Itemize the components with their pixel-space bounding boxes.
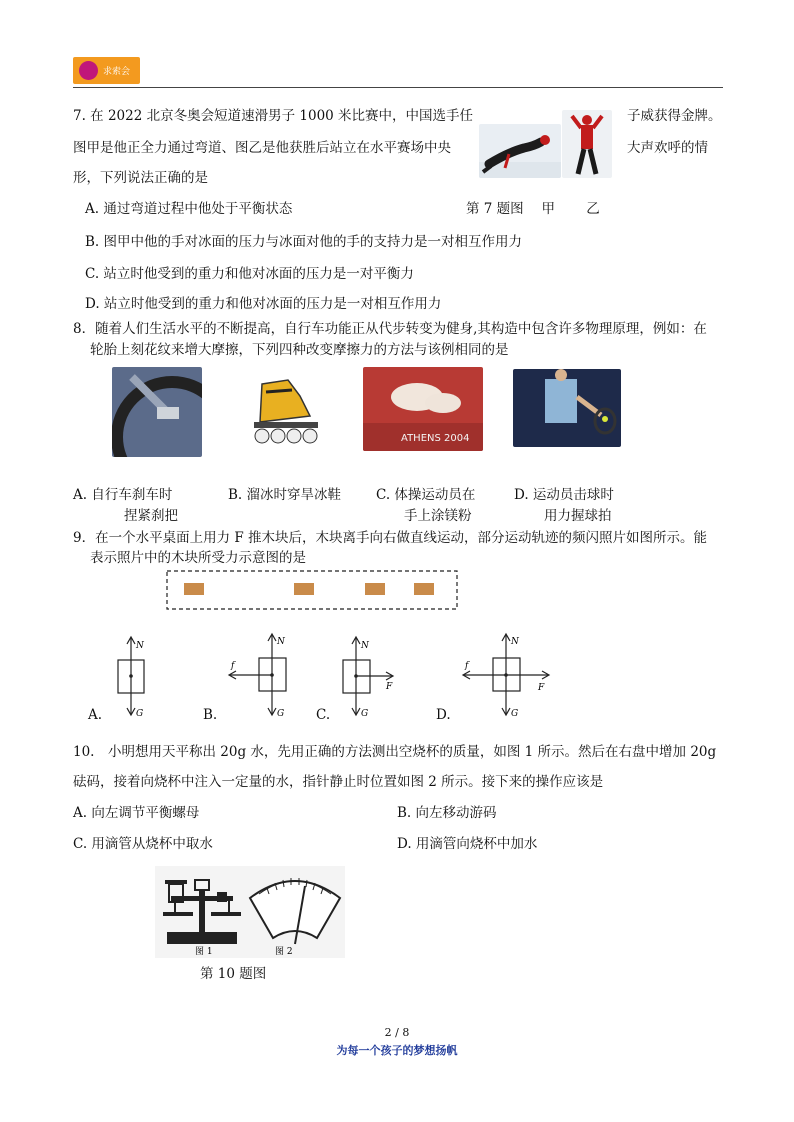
q7-option-c: C. 站立时他受到的重力和他对冰面的压力是一对平衡力: [85, 266, 414, 282]
q10-line2: 砝码，接着向烧杯中注入一定量的水，指针静止时位置如图 2 所示。接下来的操作应该是: [73, 774, 604, 790]
q7-figure-caption: 第 7 题图 甲 乙: [466, 201, 600, 217]
q9-diagram-a: [104, 632, 164, 722]
q10-option-c: C. 用滴管从烧杯中取水: [73, 836, 213, 852]
header-rule: [73, 87, 723, 88]
q9-option-b: B.: [203, 707, 218, 723]
q7-standing-skater-photo: [562, 110, 612, 178]
q8-option-c-l1: C. 体操运动员在: [376, 487, 476, 503]
q9-option-a: A.: [88, 707, 103, 723]
q7-line1-right: 子威获得金牌。: [627, 108, 722, 124]
footer-slogan: 为每一个孩子的梦想扬帆: [336, 1044, 458, 1057]
q9-line2: 表示照片中的木块所受力示意图的是: [90, 550, 306, 566]
q8-line2: 轮胎上刻花纹来增大摩擦，下列四种改变摩擦力的方法与该例相同的是: [90, 342, 509, 358]
label-f-friction: f: [465, 661, 469, 671]
label-f-push: F: [538, 683, 545, 693]
q8-photo-tennis: [513, 369, 621, 447]
q9-diagram-c: [334, 632, 400, 722]
label-f-push: F: [386, 682, 393, 692]
label-f-friction: f: [231, 661, 235, 671]
q9-option-c: C.: [316, 707, 331, 723]
q9-line1: 9．在一个水平桌面上用力 F 推木块后，木块离手向右做直线运动，部分运动轨迹的频闪照片如图所示。能: [73, 530, 708, 546]
logo-text: 求索会: [103, 67, 131, 77]
q9-wood-block-4: [414, 583, 434, 595]
q8-photo-skate: [244, 372, 326, 450]
q8-photo-gymnast: [363, 367, 483, 451]
label-n: N: [136, 641, 144, 651]
q9-wood-block-2: [294, 583, 314, 595]
q7-line1-left: 7. 在 2022 北京冬奥会短道速滑男子 1000 米比赛中，中国选手任: [73, 108, 474, 124]
q10-option-d: D. 用滴管向烧杯中加水: [397, 836, 538, 852]
q7-line2-left: 图甲是他正全力通过弯道、图乙是他获胜后站立在水平赛场中央: [73, 140, 451, 156]
q8-option-d-l2: 用力握球拍: [544, 508, 612, 524]
label-g: G: [136, 709, 144, 719]
q7-option-a: A. 通过弯道过程中他处于平衡状态: [85, 201, 293, 217]
q8-photo-brake: [112, 367, 202, 457]
q8-option-c-l2: 手上涂镁粉: [404, 508, 472, 524]
q7-line2-right: 大声欢呼的情: [627, 140, 708, 156]
label-n: N: [511, 637, 519, 647]
q10-fig1-label: 图 1: [195, 947, 213, 957]
logo-flower-icon: [79, 61, 98, 80]
q7-line3: 形，下列说法正确的是: [73, 170, 208, 186]
q10-figure: [155, 866, 345, 958]
q8-line1: 8．随着人们生活水平的不断提高，自行车功能正从代步转变为健身,其构造中包含许多物理原理，例如：在: [73, 321, 707, 337]
q10-fig2-label: 图 2: [275, 947, 293, 957]
q10-option-b: B. 向左移动游码: [397, 805, 497, 821]
page-number: 2 / 8: [384, 1026, 410, 1039]
q9-diagram-b: [226, 630, 310, 722]
q8-option-b-l1: B. 溜冰时穿旱冰鞋: [228, 487, 342, 503]
q9-wood-block-3: [365, 583, 385, 595]
q10-figure-caption: 第 10 题图: [200, 966, 267, 982]
q10-line1: 10. 小明想用天平称出 20g 水，先用正确的方法测出空烧杯的质量，如图 1 所示。然后在右盘中增加 20g: [73, 744, 717, 760]
label-g: G: [277, 709, 285, 719]
label-n: N: [277, 637, 285, 647]
q10-option-a: A. 向左调节平衡螺母: [73, 805, 200, 821]
q7-option-b: B. 图甲中他的手对冰面的压力与冰面对他的手的支持力是一对相互作用力: [85, 234, 523, 250]
q7-option-d: D. 站立时他受到的重力和他对冰面的压力是一对相互作用力: [85, 296, 442, 312]
label-g: G: [361, 709, 369, 719]
q8-photo-text: ATHENS 2004: [401, 433, 470, 444]
q9-diagram-d: [460, 630, 556, 722]
q9-option-d: D.: [436, 707, 451, 723]
q8-option-a-l2: 捏紧刹把: [124, 508, 178, 524]
label-n: N: [361, 641, 369, 651]
label-g: G: [511, 709, 519, 719]
q7-skater-photo: [479, 124, 561, 178]
header-logo: [73, 57, 140, 84]
q9-strobe-photo: [166, 570, 458, 610]
q8-option-d-l1: D. 运动员击球时: [514, 487, 614, 503]
q9-wood-block-1: [184, 583, 204, 595]
q8-option-a-l1: A. 自行车刹车时: [73, 487, 173, 503]
